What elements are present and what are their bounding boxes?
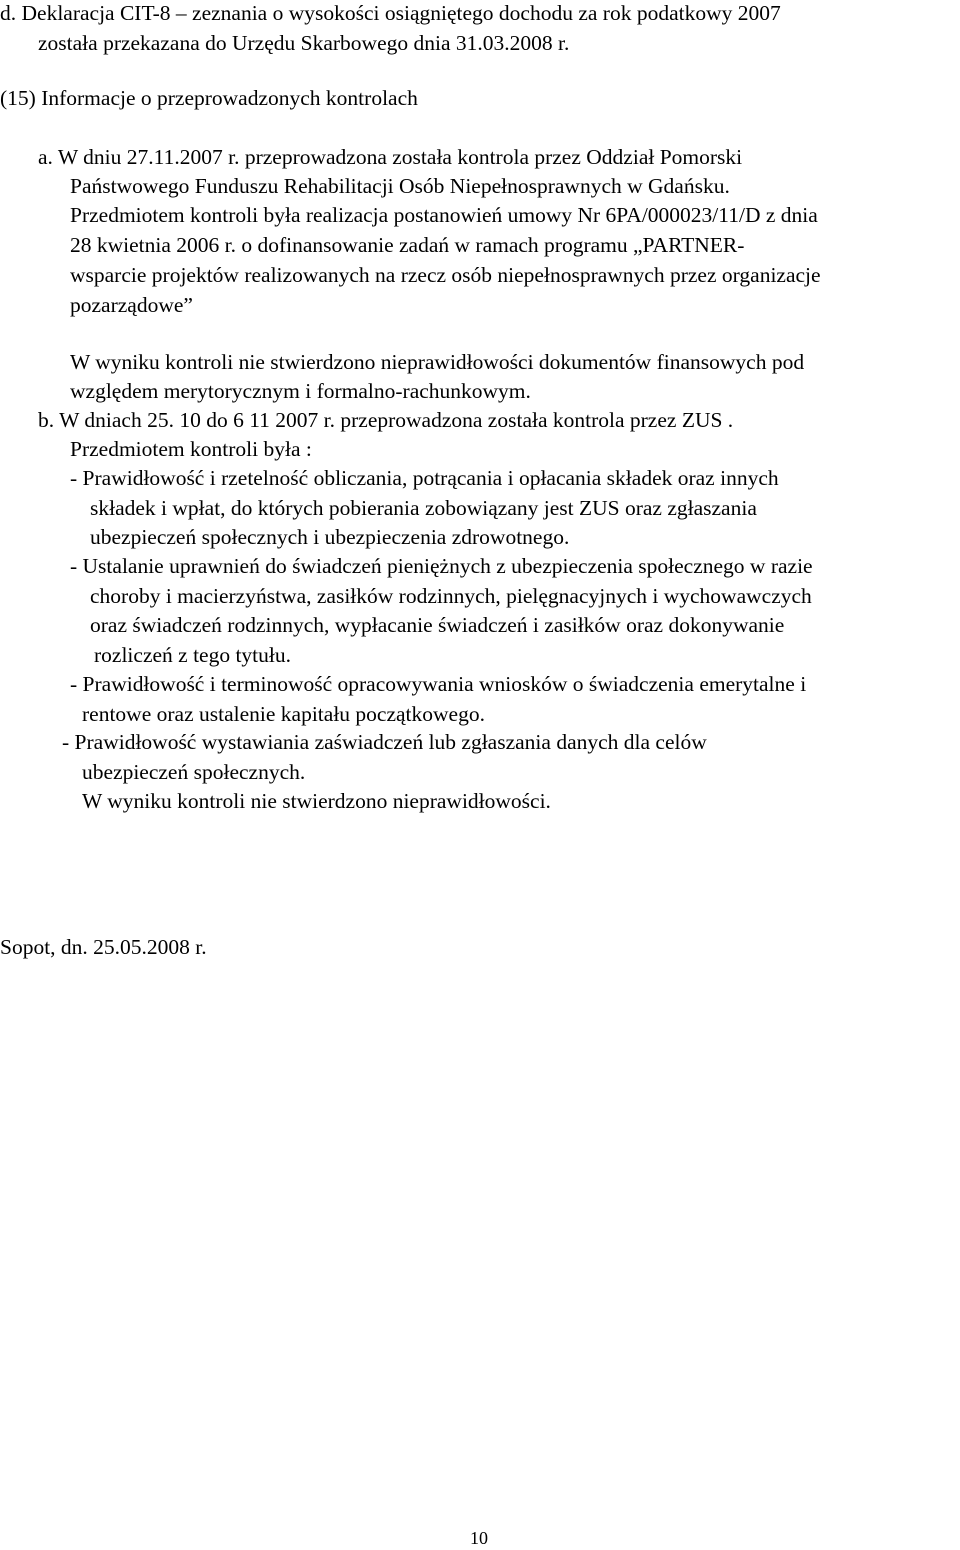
text-line: rentowe oraz ustalenie kapitału początkowego.: [82, 702, 485, 726]
text-line: względem merytorycznym i formalno-rachunkowym.: [70, 379, 531, 403]
text-line: pozarządowe”: [70, 293, 193, 317]
text-line: d. Deklaracja CIT-8 – zeznania o wysokości osiągniętego dochodu za rok podatkowy 2007: [0, 1, 781, 25]
text-line: ubezpieczeń społecznych.: [82, 760, 306, 784]
text-line: wsparcie projektów realizowanych na rzecz osób niepełnosprawnych przez organizacje: [70, 263, 821, 287]
text-line: a. W dniu 27.11.2007 r. przeprowadzona została kontrola przez Oddział Pomorski: [38, 145, 743, 169]
text-line: b. W dniach 25. 10 do 6 11 2007 r. przeprowadzona została kontrola przez ZUS .: [38, 408, 734, 432]
text-line: - Ustalanie uprawnień do świadczeń pieniężnych z ubezpieczenia społecznego w razie: [70, 554, 813, 578]
text-line: Przedmiotem kontroli była realizacja postanowień umowy Nr 6PA/000023/11/D z dnia: [70, 203, 818, 227]
text-line: - Prawidłowość i terminowość opracowywania wniosków o świadczenia emerytalne i: [70, 672, 807, 696]
text-line: oraz świadczeń rodzinnych, wypłacanie świadczeń i zasiłków oraz dokonywanie: [90, 613, 785, 637]
page-number: 10: [470, 1528, 488, 1548]
text-line: została przekazana do Urzędu Skarbowego dnia 31.03.2008 r.: [38, 31, 570, 55]
text-line: Państwowego Funduszu Rehabilitacji Osób Niepełnosprawnych w Gdańsku.: [70, 174, 730, 198]
text-line: - Prawidłowość i rzetelność obliczania, potrącania i opłacania składek oraz innych: [70, 466, 779, 490]
text-line: W wyniku kontroli nie stwierdzono nieprawidłowości.: [82, 789, 551, 813]
text-line: 28 kwietnia 2006 r. o dofinansowanie zadań w ramach programu „PARTNER-: [70, 233, 745, 257]
text-line: - Prawidłowość wystawiania zaświadczeń lub zgłaszania danych dla celów: [62, 730, 707, 754]
text-line: składek i wpłat, do których pobierania zobowiązany jest ZUS oraz zgłaszania: [90, 496, 757, 520]
signature-date: Sopot, dn. 25.05.2008 r.: [0, 935, 207, 959]
text-line: rozliczeń z tego tytułu.: [94, 643, 292, 667]
section-heading: (15) Informacje o przeprowadzonych kontrolach: [0, 86, 418, 110]
text-line: Przedmiotem kontroli była :: [70, 437, 312, 461]
text-line: W wyniku kontroli nie stwierdzono nieprawidłowości dokumentów finansowych pod: [70, 350, 805, 374]
text-line: choroby i macierzyństwa, zasiłków rodzinnych, pielęgnacyjnych i wychowawczych: [90, 584, 812, 608]
text-line: ubezpieczeń społecznych i ubezpieczenia zdrowotnego.: [90, 525, 570, 549]
